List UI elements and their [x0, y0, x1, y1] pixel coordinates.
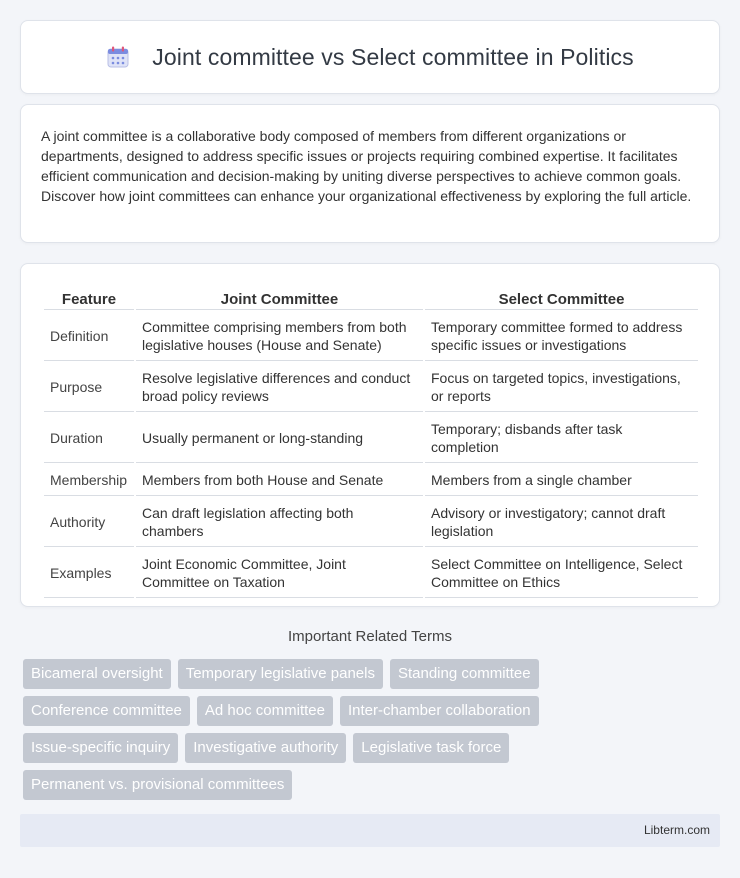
select-cell: Select Committee on Intelligence, Select Committee on Ethics	[425, 549, 698, 598]
select-cell: Temporary committee formed to address specific issues or investigations	[425, 312, 698, 361]
table-row	[44, 363, 698, 412]
joint-cell: Usually permanent or long-standing	[136, 414, 423, 463]
table-row	[44, 465, 698, 496]
feature-cell: Authority	[44, 498, 134, 547]
related-term-tag[interactable]: Standing committee	[390, 659, 539, 689]
feature-cell: Duration	[44, 414, 134, 463]
select-cell: Advisory or investigatory; cannot draft legislation	[425, 498, 698, 547]
title-card	[20, 20, 720, 94]
header-feature: Feature	[44, 286, 134, 310]
select-cell: Focus on targeted topics, investigations, or reports	[425, 363, 698, 412]
feature-cell: Definition	[44, 312, 134, 361]
related-term-tag[interactable]: Conference committee	[23, 696, 190, 726]
joint-cell: Members from both House and Senate	[136, 465, 423, 496]
header-joint-committee: Joint Committee	[136, 286, 423, 310]
calendar-icon	[106, 45, 130, 69]
joint-cell: Resolve legislative differences and conduct broad policy reviews	[136, 363, 423, 412]
related-term-tag[interactable]: Legislative task force	[353, 733, 509, 763]
table-row	[44, 498, 698, 547]
select-cell: Members from a single chamber	[425, 465, 698, 496]
intro-paragraph: A joint committee is a collaborative body composed of members from different organizations or departments, designed to address specific issues or projects requiring combined expertise. It facilitates efficient communication and decision-making by uniting diverse perspectives to achieve common goals. Discover how joint committees can enhance your organizational effectiveness by exploring the full article.	[41, 128, 692, 204]
related-term-tag[interactable]: Permanent vs. provisional committees	[23, 770, 292, 800]
feature-cell: Purpose	[44, 363, 134, 412]
footer-site-link[interactable]: Libterm.com	[643, 823, 710, 837]
comparison-table-card	[20, 263, 720, 607]
feature-cell: Examples	[44, 549, 134, 598]
joint-cell: Committee comprising members from both legislative houses (House and Senate)	[136, 312, 423, 361]
feature-cell: Membership	[44, 465, 134, 496]
table-row	[44, 549, 698, 598]
related-term-tag[interactable]: Inter-chamber collaboration	[340, 696, 539, 726]
table-row	[44, 312, 698, 361]
related-terms-list	[23, 659, 723, 807]
table-header-row	[44, 286, 698, 310]
joint-cell: Can draft legislation affecting both chambers	[136, 498, 423, 547]
intro-card	[20, 104, 720, 243]
related-term-tag[interactable]: Issue-specific inquiry	[23, 733, 178, 763]
joint-cell: Joint Economic Committee, Joint Committee on Taxation	[136, 549, 423, 598]
related-terms-title: Important Related Terms	[288, 628, 452, 645]
related-term-tag[interactable]: Investigative authority	[185, 733, 346, 763]
related-term-tag[interactable]: Ad hoc committee	[197, 696, 333, 726]
page-title: Joint committee vs Select committee in Politics	[152, 43, 634, 70]
related-term-tag[interactable]: Bicameral oversight	[23, 659, 171, 689]
comparison-table	[42, 284, 700, 600]
table-row	[44, 414, 698, 463]
related-term-tag[interactable]: Temporary legislative panels	[178, 659, 383, 689]
footer	[20, 814, 720, 847]
header-select-committee: Select Committee	[425, 286, 698, 310]
select-cell: Temporary; disbands after task completion	[425, 414, 698, 463]
